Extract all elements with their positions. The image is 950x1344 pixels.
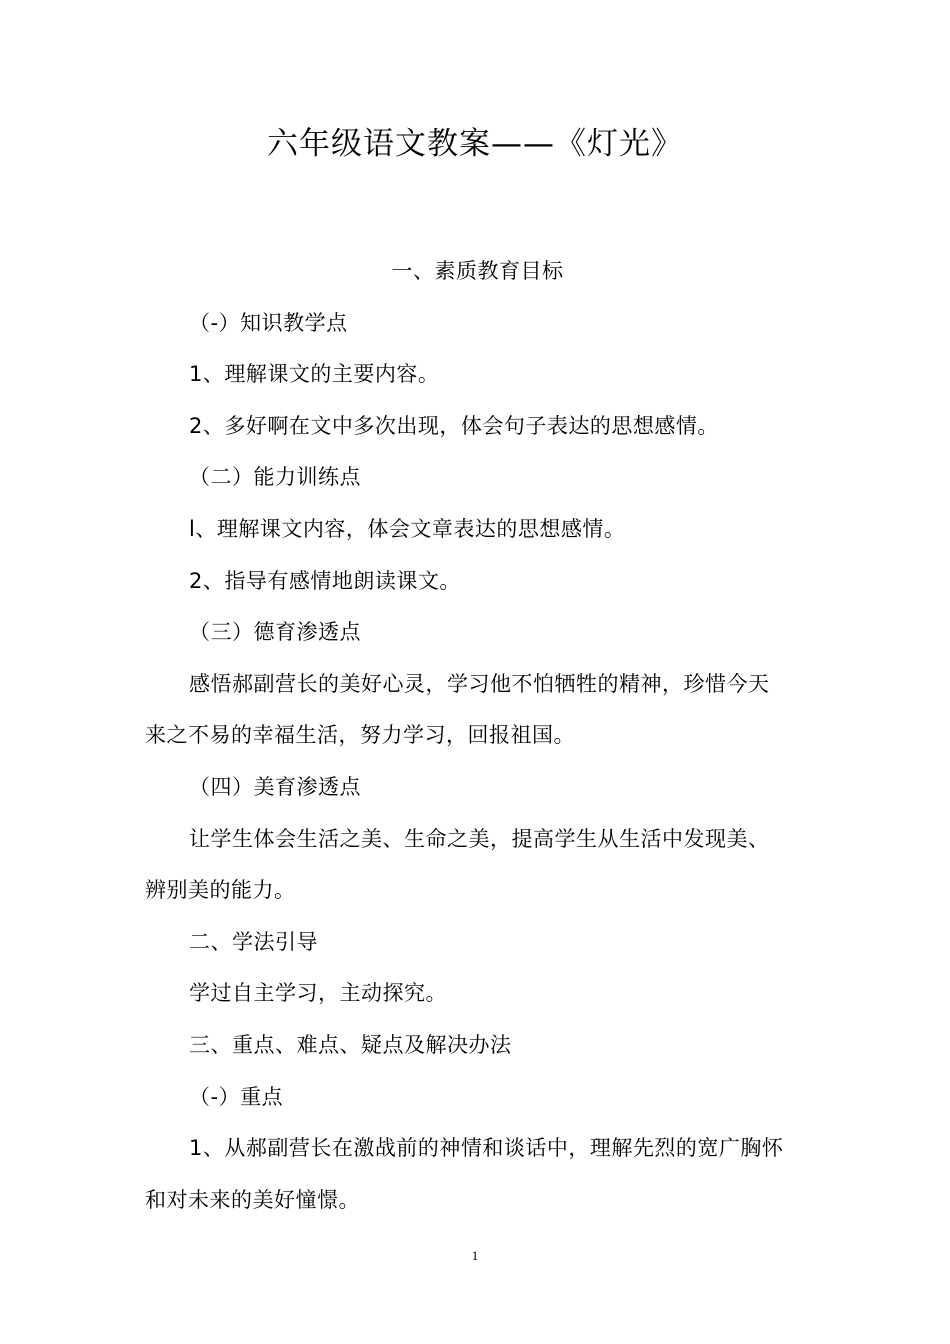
paragraph: 2、多好啊在文中多次出现，体会句子表达的思想感情。 — [189, 413, 719, 438]
paragraph: 感悟郝副营长的美好心灵，学习他不怕牺牲的精神，珍惜今天 — [189, 671, 770, 696]
paragraph: 让学生体会生活之美、生命之美，提高学生从生活中发现美、 — [189, 826, 770, 851]
subsection-heading: （三）德育渗透点 — [189, 620, 361, 645]
paragraph-continuation: 来之不易的幸福生活，努力学习，回报祖国。 — [145, 723, 575, 748]
paragraph: 2、指导有感情地朗读课文。 — [189, 568, 461, 593]
paragraph-continuation: 和对未来的美好憧憬。 — [145, 1187, 360, 1212]
subsection-heading: （四）美育渗透点 — [189, 774, 361, 799]
paragraph-continuation: 辨别美的能力。 — [145, 878, 296, 903]
subsection-heading: （-）重点 — [189, 1084, 284, 1109]
subsection-heading: （二）能力训练点 — [189, 465, 361, 490]
document-title: 六年级语文教案——《灯光》 — [267, 126, 683, 162]
page-number: 1 — [471, 1248, 479, 1263]
paragraph: l、理解课文内容，体会文章表达的思想感情。 — [189, 516, 626, 541]
section-heading: 三、重点、难点、疑点及解决办法 — [189, 1032, 512, 1057]
document-body — [145, 246, 810, 1226]
section-heading: 一、素质教育目标 — [391, 259, 564, 283]
paragraph: 1、理解课文的主要内容。 — [189, 362, 440, 387]
subsection-heading: （-）知识教学点 — [189, 310, 348, 335]
section-heading: 二、学法引导 — [189, 929, 318, 954]
paragraph: 1、从郝副营长在激战前的神情和谈话中，理解先烈的宽广胸怀 — [189, 1136, 784, 1161]
paragraph: 学过自主学习，主动探究。 — [189, 981, 447, 1006]
